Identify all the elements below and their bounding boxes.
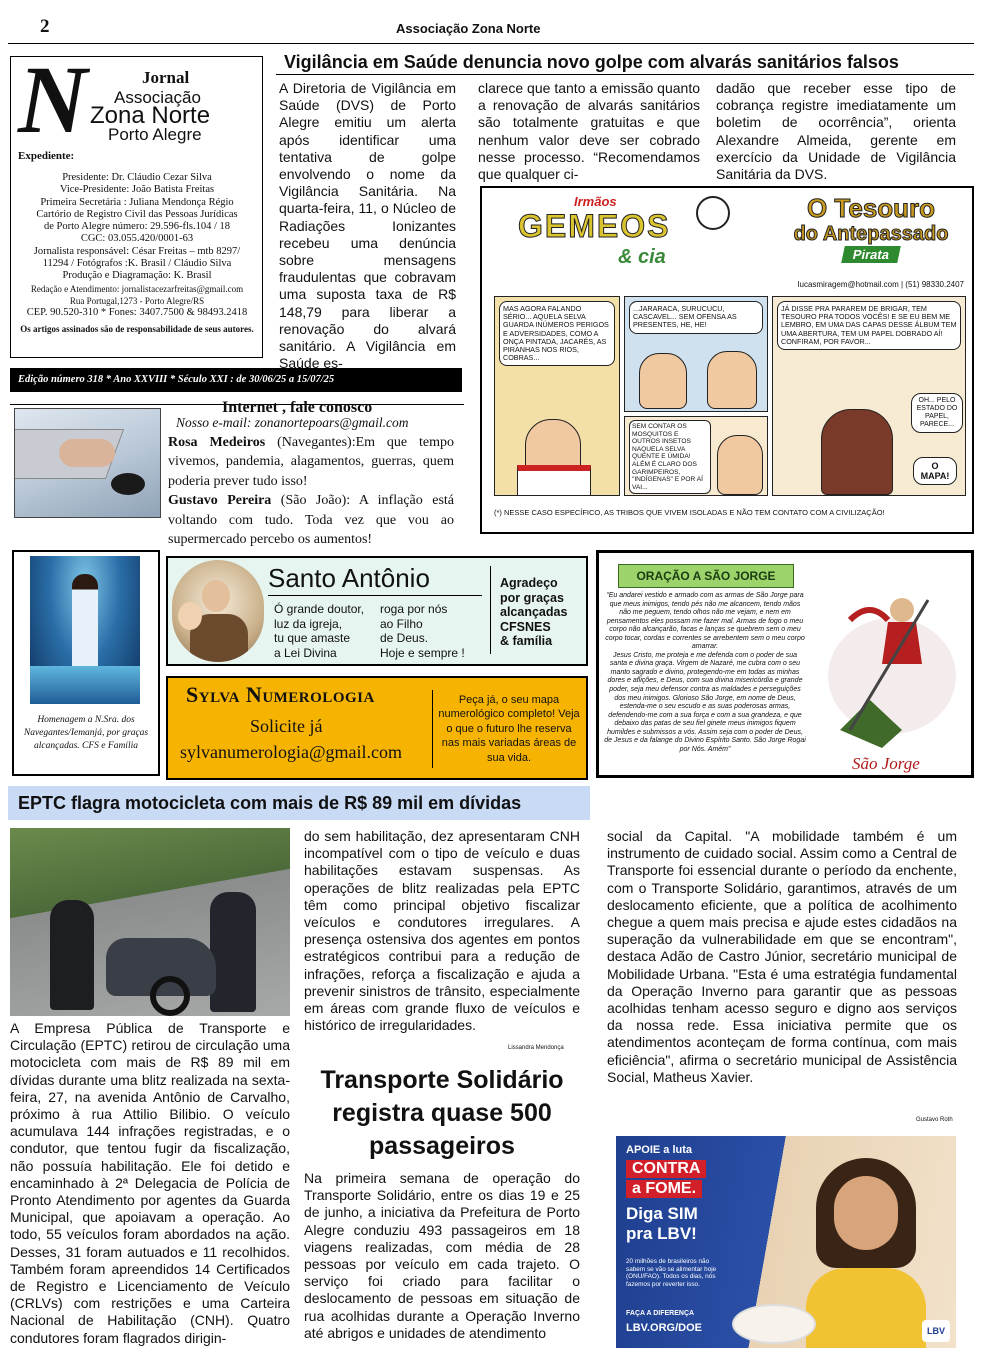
mouse-shape xyxy=(111,473,145,495)
iemanja-waves xyxy=(30,666,140,704)
lbv-food-plate xyxy=(732,1304,816,1344)
internet-letters xyxy=(168,433,454,549)
transporte-headline: Transporte Solidário registra quase 500 passageiros xyxy=(320,1066,564,1160)
lbv-line-3: a FOME. xyxy=(626,1180,702,1198)
lbv-small: 20 milhões de brasileiros não sabem se vão se alimentar hoje (ONU/FAO). Todos os dias, nós fazemos por reverter isso. xyxy=(626,1258,717,1288)
prayer-line: roga por nós xyxy=(380,602,448,616)
prayer-left xyxy=(274,602,364,660)
officer-2 xyxy=(210,892,256,1012)
prayer-line: luz da igreja, xyxy=(274,616,343,631)
eptc-column-2: do sem habilitação, dez apresentaram CNH incompatível com o tipo de veículo e duas habilitações estavam suspensas. As operações de blitz realizadas pela EPTC têm como principal objetivo fiscalizar veículos e condutores irregulares. A presença ostensiva dos agentes em pontos estratégicos contribui para a redução de infrações, reforça a fiscalização e ajuda a prevenir sinistros de trânsito, especialmente em áreas com grande fluxo de veículos e histórico de irregularidades. xyxy=(304,828,580,1034)
comic-title-left-main: GEMEOS xyxy=(518,208,671,244)
comic-title-right-2: do Antepassado xyxy=(793,223,949,245)
sao-jorge-title: ORAÇÃO A SÃO JORGE xyxy=(618,564,794,588)
lbv-line-2: CONTRA xyxy=(626,1160,706,1178)
prayer-line: ao Filho xyxy=(380,616,423,631)
dvs-column-3: dadão que receber esse tipo de cobrança registre imediatamente um boletim de ocorrência”, orienta Alexandre Almeida, gerente em exercício da Unidade de Vigilância Sanitária da DVS. xyxy=(716,80,956,183)
santo-antonio-image xyxy=(172,560,264,662)
comic-character-face-b xyxy=(707,351,757,409)
comic-panel-1 xyxy=(494,296,620,496)
child-face xyxy=(834,1176,898,1250)
prayer-line: a Lei Divina xyxy=(274,645,337,660)
numerologia-divider xyxy=(432,690,433,768)
motorcycle-wheel xyxy=(150,976,190,1016)
iemanja-figure xyxy=(72,574,98,670)
thanks-line: CFSNES xyxy=(500,619,551,634)
edition-bar: Edição número 318 * Ano XXVIII * Século XXI : de 30/06/25 a 15/07/25 xyxy=(10,368,462,392)
comic-balloon-3: SEM CONTAR OS MOSQUITOS E OUTROS INSETOS NAQUELA SELVA QUENTE E ÚMIDA! ALÉM É CLARO DOS GARIMPEIROS, "INDÍGENAS" E POR AÍ VAI... xyxy=(629,420,711,494)
lbv-line-1: APOIE a luta xyxy=(626,1144,693,1156)
lbv-logo: LBV xyxy=(922,1320,950,1342)
comic-balloon-1: MAS AGORA FALANDO SÉRIO... AQUELA SELVA GUARDA INÚMEROS PERIGOS E ADVERSIDADES, COMO A ONÇA PINTADA, JACARÉS, AS PIRANHAS NOS RIOS, COBRAS... xyxy=(499,301,615,366)
lbv-ad xyxy=(616,1136,956,1348)
comic-title-right xyxy=(776,194,966,264)
masthead-line: CEP. 90.520-310 * Fones: 3407.7500 & 98493.2418 xyxy=(26,307,248,319)
eptc-credit: Lissandra Mendonça xyxy=(508,1045,564,1051)
prayer-line: Ó grande doutor, xyxy=(274,602,365,616)
sao-jorge-prayer-2: Jesus Cristo, me proteja e me defenda com o poder de sua santa e divina graça. Virgem de Nazaré, me cubra com o seu manto sagrado e divino, protegendo-me em todas as minhas dores e aflições, e Deus, com sua divina misericórdia e grande poder, seja meu defensor contra as maldades e perseguições dos meu inimigos. Glorioso São Jorge, em nome de Deus, estenda-me o seu escudo e as suas poderosas armas, defendendo-me com a sua força e com a sua grandeza, e que debaixo das patas de seu fiel ginete meus inimigos fiquem humildes e submissos a vós. Assim seja com o poder de Deus, de Jesus e da falange do Divino Espírito Santo. São Jorge Rogai por Nós. Amém” xyxy=(604,651,806,753)
sao-jorge-caption: São Jorge xyxy=(852,754,920,773)
hand-shape xyxy=(59,439,115,467)
sao-jorge-prayer xyxy=(604,592,806,754)
masthead-line: Presidente: Dr. Cláudio Cezar Silva xyxy=(62,172,212,183)
page-number: 2 xyxy=(40,16,50,37)
masthead-line: Rua Portugal,1273 - Porto Alegre/RS xyxy=(69,295,205,306)
logo-city: Porto Alegre xyxy=(108,125,202,144)
thanks-line: Agradeço xyxy=(500,576,558,590)
comic-balloon-6: O MAPA! xyxy=(913,457,957,485)
masthead-line: Cartório de Registro Civil das Pessoas Jurídicas xyxy=(36,208,238,220)
sao-jorge-illustration xyxy=(810,580,968,770)
comic-title-left xyxy=(518,194,708,280)
santo-antonio-thanks xyxy=(500,576,567,649)
letter-1-name: Rosa Medeiros xyxy=(168,435,266,450)
prayer-line: de Deus. xyxy=(380,631,429,646)
masthead-line: de Porto Alegre número: 29.596-fls.104 / 18 xyxy=(43,221,231,233)
saint-face xyxy=(202,580,230,612)
numerologia-cta: Solicite já xyxy=(250,716,323,736)
comic-character-woman xyxy=(821,409,893,495)
comic-panel-3 xyxy=(624,416,768,496)
comic-title-right-3: Pirata xyxy=(841,246,901,263)
masthead-line: 11294 / Fotógrafos :K. Brasil / Cláudio Silva xyxy=(42,258,232,270)
publication-name: Associação Zona Norte xyxy=(396,21,541,36)
dvs-headline: Vigilância em Saúde denuncia novo golpe com alvarás sanitários falsos xyxy=(284,52,899,72)
logo-jornal: Jornal xyxy=(142,68,190,87)
thanks-line: por graças xyxy=(500,590,564,605)
masthead-lines xyxy=(12,172,262,335)
masthead-line: Primeira Secretária : Juliana Mendonça Régio xyxy=(40,196,234,208)
masthead-line: Vice-Presidente: João Batista Freitas xyxy=(59,184,215,196)
masthead-line: Jornalista responsável: César Freitas – mtb 8297/ xyxy=(33,245,241,257)
logo-letter: N xyxy=(18,46,88,153)
comic-balloon-2: ...JARARACA, SURUCUCU, CASCAVEL... SEM OFENSA AS PRESENTES, HE, HE! xyxy=(629,301,763,334)
internet-email: Nosso e-mail: zonanortepoars@gmail.com xyxy=(176,415,409,430)
comic-balloon-5: OH... PELO ESTADO DO PAPEL, PARECE... xyxy=(911,393,963,433)
dvs-column-1: A Diretoria de Vigilância em Saúde (DVS) de Porto Alegre emitiu um alerta após identificar uma tentativa de golpe envolvendo o nome da Vigilância Sanitária. Na quarta-feira, 11, o Núcleo de Radiações Ionizantes recebeu uma denúncia sobre mensagens fraudulentas que cobravam uma suposta taxa de R$ 148,79 para liberar a renovação do alvará sanitário. A Vigilância em Saúde es- xyxy=(279,80,456,372)
santo-antonio-rule xyxy=(268,595,482,596)
masthead-logo xyxy=(18,46,258,153)
masthead-line: Redação e Atendimento: jornalistacezarfreitas@gmail.com xyxy=(30,283,244,294)
prayer-line: Hoje e sempre ! xyxy=(380,645,465,660)
comic-title-left-top: Irmãos xyxy=(574,194,617,209)
letter-1-place: (Navegantes) xyxy=(277,435,352,450)
letter-2-place: (São João) xyxy=(280,493,347,509)
internet-title: Internet , fale conosco xyxy=(222,399,373,416)
logo-associacao: Associação xyxy=(114,88,201,107)
thanks-line: & família xyxy=(500,634,553,649)
santo-antonio-divider xyxy=(490,566,491,654)
thanks-line: alcançadas xyxy=(500,605,568,620)
numerologia-blurb: Peça já, o seu mapa numerológico completo! Veja o que o futuro lhe reserva nas mais variadas áreas de sua vida. xyxy=(438,694,580,764)
lbv-url: LBV.ORG/DOE xyxy=(626,1322,702,1334)
numerologia-title: Sylva Numerologia xyxy=(186,682,375,707)
masthead-line: Os artigos assinados são de responsabilidade de seus autores. xyxy=(20,323,254,334)
child-shirt xyxy=(806,1268,926,1348)
comic-character-face-c xyxy=(717,435,763,495)
header-rule xyxy=(8,43,974,44)
transporte-column-3: social da Capital. "A mobilidade também é um instrumento de cuidado social. Assim como a Central de Transporte foi essencial durante o período da enchente, com o Transporte Solidário, garantimos, através de um deslocamento eficiente, que a política de acolhimento chegue a quem mais precisa e ajude estes cidadãos na superação da vulnerabilidade em que se encontram", destaca Adão de Castro Júnior, secretário municipal de Mobilidade Urbana. "Esta é uma estratégia fundamental da Operação Inverno para garantir que as pessoas acolhidas tenham acesso seguro e digno aos serviços da nossa rede. Essa iniciativa permite que os atendimentos aconteçam de forma contínua, com mais eficiência", afirma o secretário municipal de Assistência Social, Matheus Xavier. xyxy=(607,828,957,1085)
comic-contact: lucasmiragem@hotmail.com | (51) 98330.2407 xyxy=(797,280,964,289)
numerologia-email: sylvanumerologia@gmail.com xyxy=(180,742,403,762)
letter-1-text: :Em que tempo vivemos, pandemia, alagamentos, guerras, quem poderia prever tudo isso! xyxy=(168,435,454,489)
transporte-credit: Gustavo Roth xyxy=(916,1117,953,1123)
prayer-line: tu que amaste xyxy=(274,631,351,646)
logo-zona-norte: Zona Norte xyxy=(90,102,211,129)
eptc-column-1: A Empresa Pública de Transporte e Circulação (EPTC) retirou de circulação uma motocicleta com mais de R$ 89 mil em dívidas durante uma blitz realizada na sexta-feira, 27, na avenida Antônio de Carvalho, próximo à rua Attilio Bilibio. O veículo acumulava 144 infrações registradas, e o condutor, que tentou fugir da fiscalização, não possuía habilitação. Ele foi detido e encaminhado à 2ª Delegacia de Polícia de Pronto Atendimento por agentes da Guarda Municipal, que apoiavam a operação. Ao todo, 55 veículos foram abordados na ação. Desses, 31 foram autuados e 11 recolhidos. Também foram apreendidos 14 Certificados de Registro e Licenciamento de Veículo (CRLVs) com restrições e uma Carteira Nacional de Habilitação (CNH). Quatro condutores foram flagrados dirigin- xyxy=(10,1020,290,1346)
officer-1 xyxy=(50,900,94,1010)
prayer-right xyxy=(380,602,465,660)
rider-head xyxy=(890,598,914,622)
dvs-headline-rule xyxy=(276,74,974,75)
comic-panel-2 xyxy=(624,296,768,412)
banner-shape xyxy=(850,610,888,620)
comic-strip xyxy=(480,186,974,534)
child-figure xyxy=(178,602,202,630)
iemanja-caption: Homenagem a N.Sra. dos Navegantes/Iemanjá, por graças alcançadas. CFS e Família xyxy=(23,715,149,751)
comic-title-left-sub: & cia xyxy=(618,246,666,268)
comic-panel-4 xyxy=(772,296,966,496)
lbv-line-5: pra LBV! xyxy=(626,1224,697,1243)
eptc-photo xyxy=(10,828,290,1016)
sao-jorge-prayer-1: “Eu andarei vestido e armado com as armas de São Jorge para que meus inimigos, tendo pés não me alcancem, tendo mãos não me peguem, tendo olhos não me vejam, e nem em pensamentos eles possam me fazer mal. Armas de fogo o meu corpo não alcançarão, facas e lanças se quebrem sem o meu corpo tocar, cordas e correntes se arrebentem sem o meu corpo amarrar. xyxy=(605,592,805,651)
santo-antonio-title: Santo Antônio xyxy=(268,563,430,593)
letter-2-name: Gustavo Pereira xyxy=(168,493,272,509)
comic-character-face-a xyxy=(639,353,687,409)
expediente-title: Expediente: xyxy=(18,150,75,162)
eptc-headline: EPTC flagra motocicleta com mais de R$ 89 mil em dívidas xyxy=(8,786,590,820)
lbv-child-image xyxy=(806,1158,926,1348)
dvs-column-2: clarece que tanto a emissão quanto a renovação de alvarás sanitários são totalmente gratuitas e que nenhum valor deve ser cobrado nesse processo. “Recomendamos que qualquer ci- xyxy=(478,80,700,183)
masthead-line: CGC: 03.055.420/0001-63 xyxy=(80,233,194,245)
iemanja-image xyxy=(30,556,140,704)
lbv-line-4: Diga SIM xyxy=(626,1204,698,1223)
comic-character-shirt xyxy=(517,465,591,496)
sao-jorge-image xyxy=(810,580,968,770)
comic-footer: (*) NESSE CASO ESPECÍFICO, AS TRIBOS QUE VIVEM ISOLADAS E NÃO TEM CONTATO COM A CIVILIZAÇÃO! xyxy=(494,508,885,517)
internet-photo xyxy=(14,408,161,518)
masthead-line: Produção e Diagramação: K. Brasil xyxy=(62,270,212,282)
lbv-cta: FAÇA A DIFERENÇA xyxy=(626,1310,695,1317)
comic-title-right-1: O Tesouro xyxy=(806,193,936,223)
comic-balloon-4: JÁ DISSE PRA PARAREM DE BRIGAR, TEM TESOURO PRA TODOS VOCÊS! E SE EU BEM ME LEMBRO, EM UMA DAS CAPAS DESSE ÁLBUM TEM UMA ABERTURA, TEM UM PAPEL DOBRADO AÍ! CONFIRAM, POR FAVOR... xyxy=(777,301,961,350)
comic-author-badge xyxy=(696,196,730,230)
letter-2-text: : A inflação está voltando com tudo. Toda vez que vou ao supermercado percebo os aumentos! xyxy=(168,493,454,548)
transporte-column-2: Na primeira semana de operação do Transporte Solidário, entre os dias 19 e 25 de junho, a iniciativa da Prefeitura de Porto Alegre conduziu 493 passageiros em 18 viagens realizadas, com média de 28 pessoas por veículo em cada trajeto. O serviço foi criado para facilitar o deslocamento de pessoas em situação de rua acolhidas durante a Operação Inverno até abrigos e unidades de atendimento xyxy=(304,1170,580,1341)
